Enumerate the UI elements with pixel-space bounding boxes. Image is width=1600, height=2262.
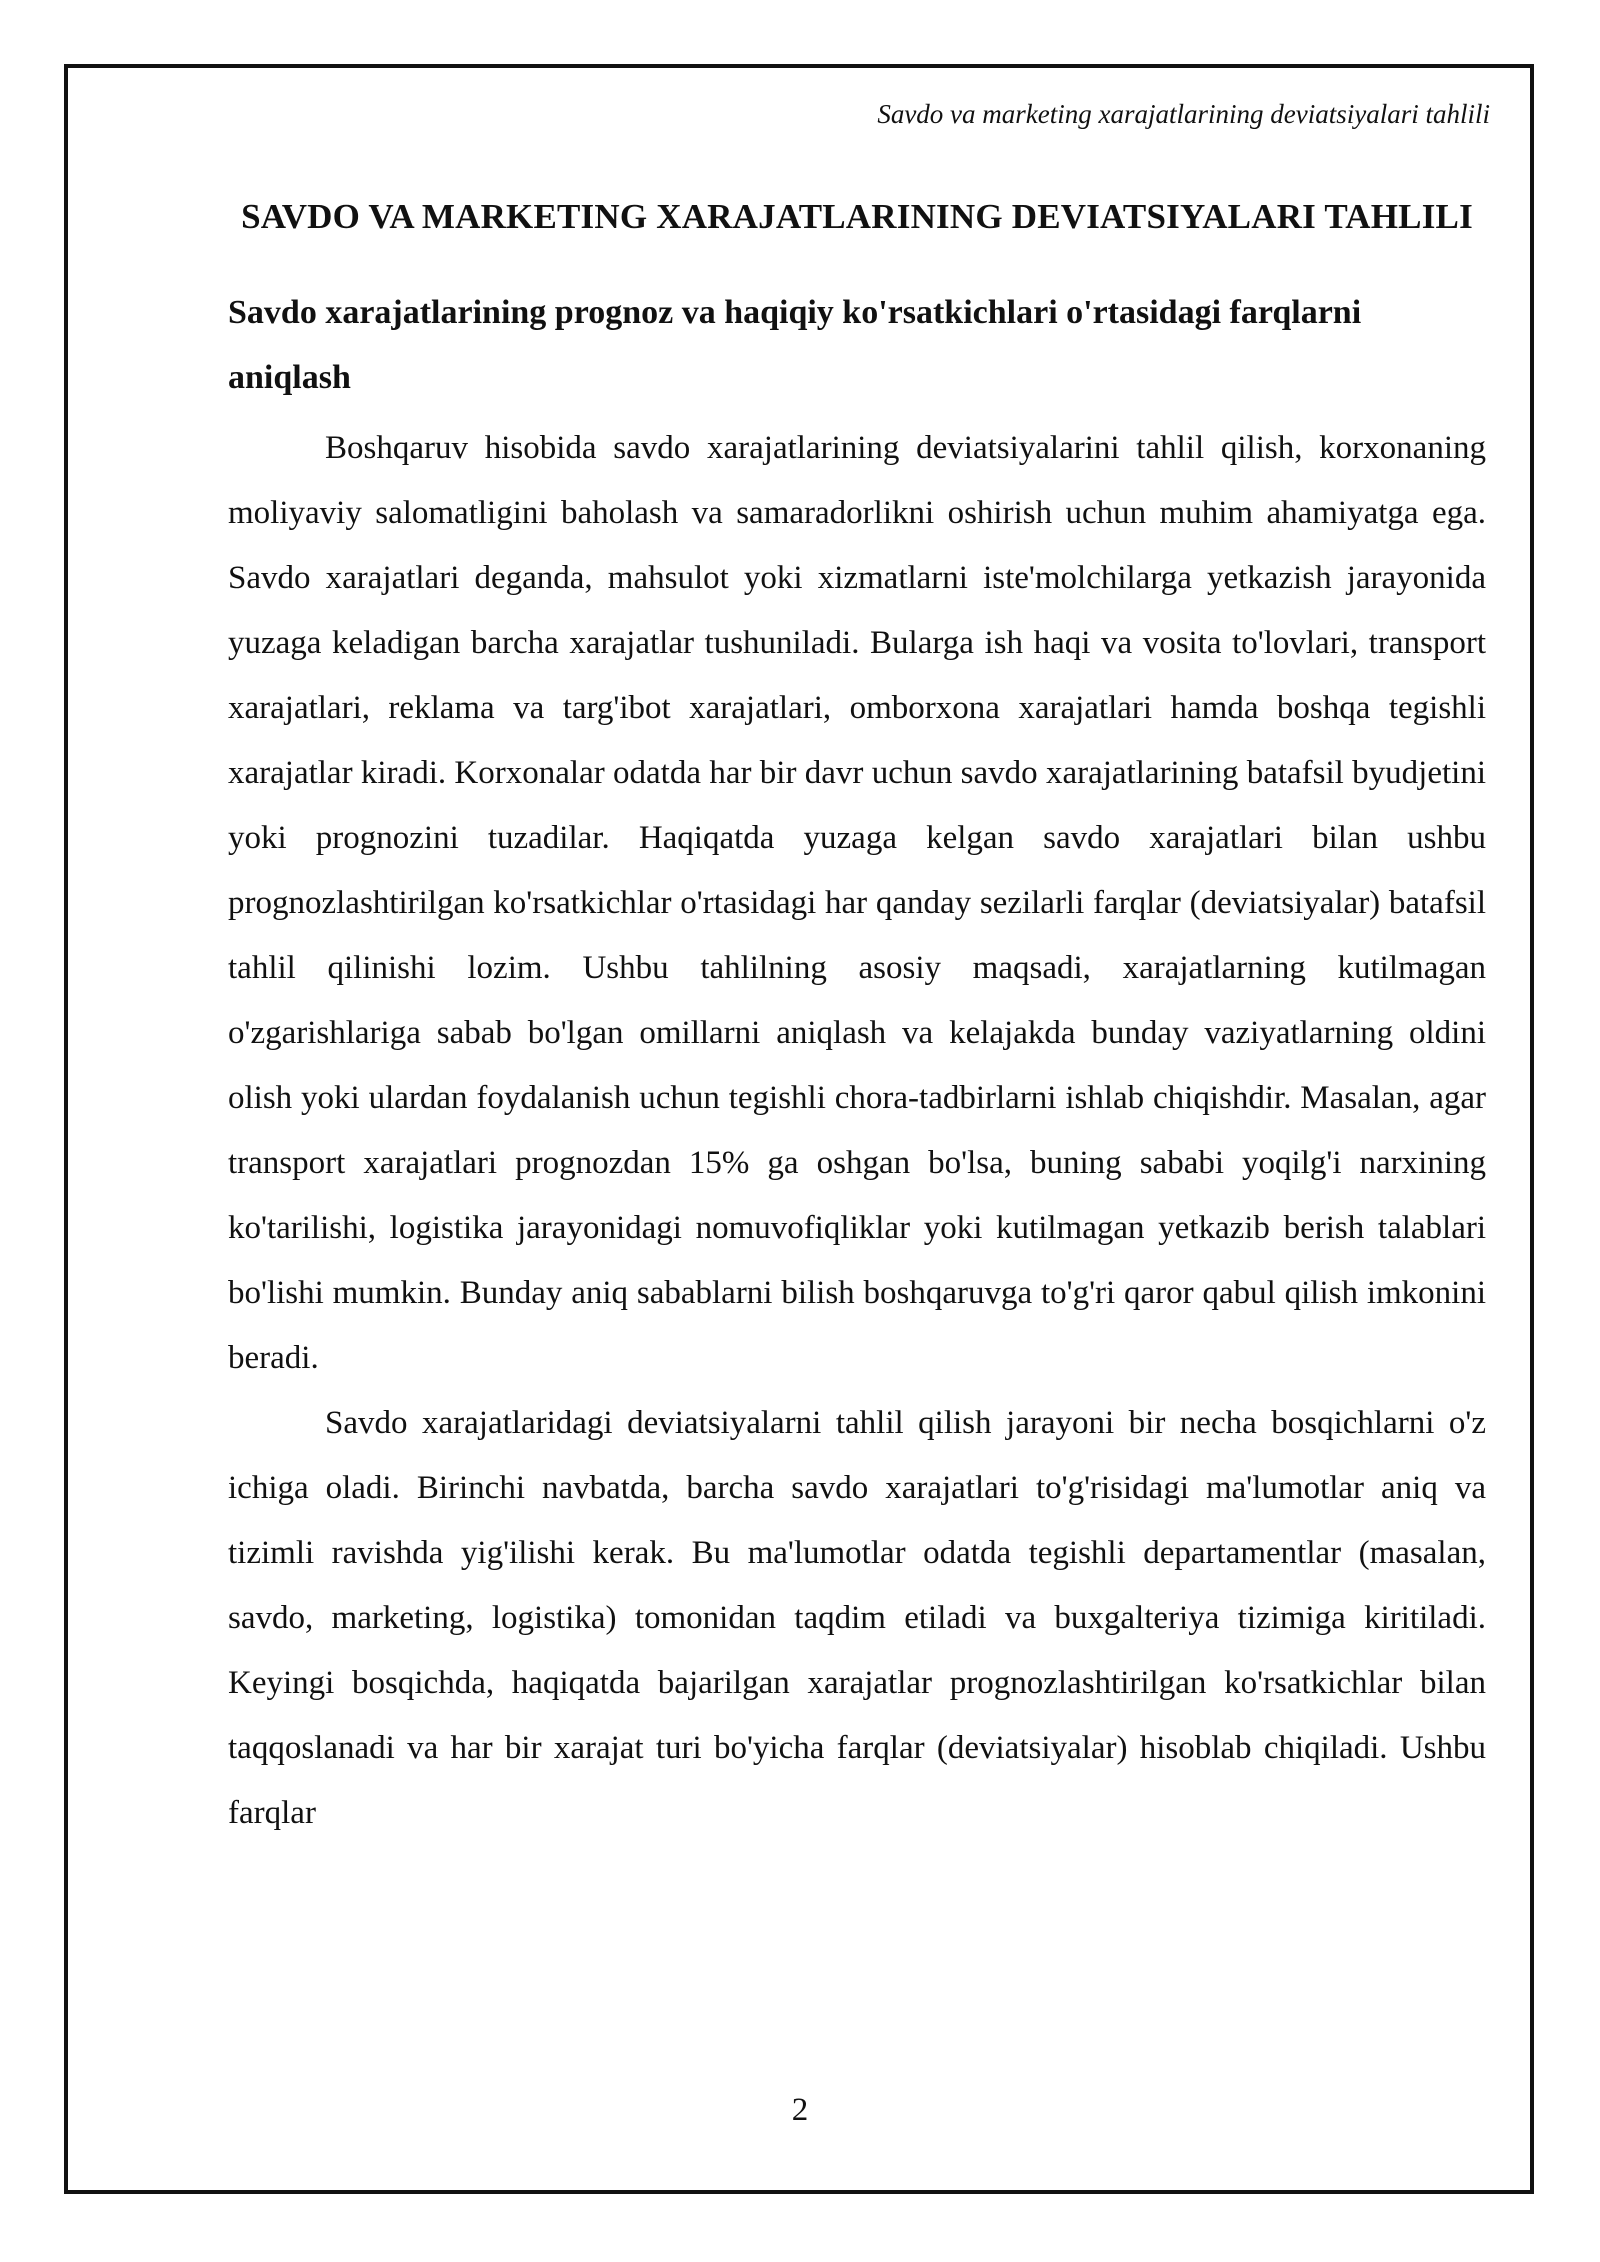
- body-paragraph-1: Boshqaruv hisobida savdo xarajatlarining deviatsiyalarini tahlil qilish, korxonaning moliyaviy salomatligini baholash va samaradorlikni oshirish uchun muhim ahamiyatga ega. Savdo xarajatlari deganda, mahsulot yoki xizmatlarni iste'molchilarga yetkazish jarayonida yuzaga keladigan barcha xarajatlar tushuniladi. Bularga ish haqi va vosita to'lovlari, transport xarajatlari, reklama va targ'ibot xarajatlari, omborxona xarajatlari hamda boshqa tegishli xarajatlar kiradi. Korxonalar odatda har bir davr uchun savdo xarajatlarining batafsil byudjetini yoki prognozini tuzadilar. Haqiqatda yuzaga kelgan savdo xarajatlari bilan ushbu prognozlashtirilgan ko'rsatkichlar o'rtasidagi har qanday sezilarli farqlar (deviatsiyalar) batafsil tahlil qilinishi lozim. Ushbu tahlilning asosiy maqsadi, xarajatlarning kutilmagan o'zgarishlariga sabab bo'lgan omillarni aniqlash va kelajakda bunday vaziyatlarning oldini olish yoki ulardan foydalanish uchun tegishli chora-tadbirlarni ishlab chiqishdir. Masalan, agar transport xarajatlari prognozdan 15% ga oshgan bo'lsa, buning sababi yoqilg'i narxining ko'tarilishi, logistika jarayonidagi nomuvofiqliklar yoki kutilmagan yetkazib berish talablari bo'lishi mumkin. Bunday aniq sabablarni bilish boshqaruvga to'g'ri qaror qabul qilish imkonini beradi.: [228, 430, 1486, 1376]
- page-content: [228, 184, 1486, 1846]
- page-number: 2: [791, 2092, 809, 2128]
- document-title: SAVDO VA MARKETING XARAJATLARINING DEVIATSIYALARI TAHLILI: [241, 197, 1473, 236]
- section-heading: Savdo xarajatlarining prognoz va haqiqiy ko'rsatkichlari o'rtasidagi farqlarni aniqlash: [228, 294, 1362, 396]
- body-paragraph-2: Savdo xarajatlaridagi deviatsiyalarni tahlil qilish jarayoni bir necha bosqichlarni o'z ichiga oladi. Birinchi navbatda, barcha savdo xarajatlari to'g'risidagi ma'lumotlar aniq va tizimli ravishda yig'ilishi kerak. Bu ma'lumotlar odatda tegishli departamentlar (masalan, savdo, marketing, logistika) tomonidan taqdim etiladi va buxgalteriya tizimiga kiritiladi. Keyingi bosqichda, haqiqatda bajarilgan xarajatlar prognozlashtirilgan ko'rsatkichlar bilan taqqoslanadi va har bir xarajat turi bo'yicha farqlar (deviatsiyalar) hisoblab chiqiladi. Ushbu farqlar: [228, 1405, 1486, 1831]
- running-header: Savdo va marketing xarajatlarining deviatsiyalari tahlili: [877, 99, 1490, 129]
